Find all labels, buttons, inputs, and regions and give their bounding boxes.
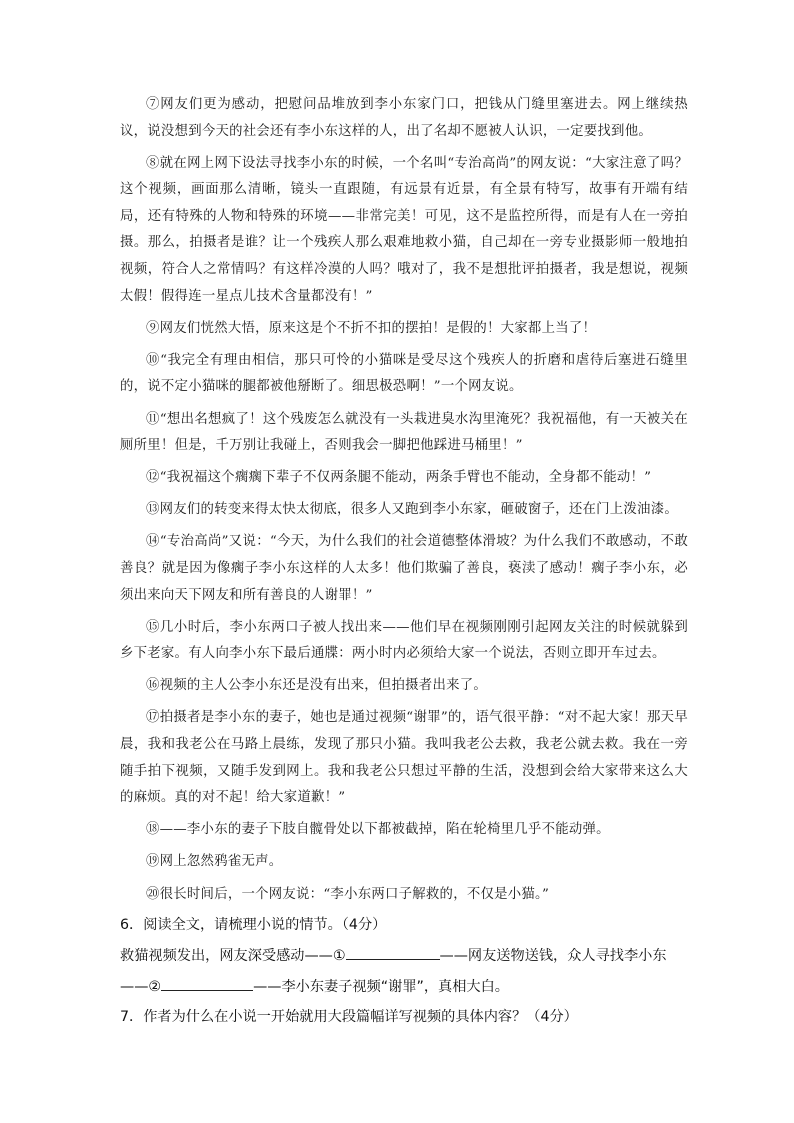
paragraph-13: ⑬网友们的转变来得太快太彻底，很多人又跑到李小东家，砸破窗子，还在门上泼油漆。 [146, 502, 678, 518]
question-6-line-1-end: ——网友送物送钱，众人寻找李小东 [439, 948, 667, 964]
answer-blank-1[interactable] [346, 941, 440, 960]
paragraph-16: ⑯视频的主人公李小东还是没有出来，但拍摄者出来了。 [146, 678, 488, 694]
questions-section [120, 911, 700, 1033]
question-6-line-2-start: ——② [120, 979, 162, 995]
paragraph-12: ⑫“我祝福这个瘸瘸下辈子不仅两条腿不能动，两条手臂也不能动，全身都不能动！” [146, 470, 652, 486]
paragraph-18: ⑱——李小东的妻子下肢自髋骨处以下都被截掉，陷在轮椅里几乎不能动弹。 [146, 822, 610, 838]
answer-blank-2[interactable] [161, 972, 253, 991]
question-6-line-1-start: 救猫视频发出，网友深受感动——① [120, 948, 346, 964]
question-6-line-1 [120, 941, 700, 970]
paragraph-10: ⑩“我完全有理由相信，那只可怜的小猫咪是受尽这个残疾人的折磨和虐待后塞进石缝里的，说不定小猫咪的腿都被他掰断了。细思极恐啊！”一个网友说。 [120, 352, 688, 395]
story-text [120, 92, 688, 914]
question-6-title: 6．阅读全文，请梳理小说的情节。（4分） [120, 917, 387, 933]
question-7-title: 7．作者为什么在小说一开始就用大段篇幅详写视频的具体内容？（4分） [120, 1009, 578, 1025]
paragraph-9: ⑨网友们恍然大悟，原来这是个不折不扣的摆拍！是假的！大家都上当了！ [146, 320, 597, 336]
question-6-line-2 [120, 972, 700, 1001]
paragraph-15: ⑮几小时后，李小东两口子被人找出来——他们早在视频刚刚引起网友关注的时候就躲到乡下老家。有人向李小东下最后通牒：两小时内必须给大家一个说法，否则立即开车过去。 [120, 619, 688, 662]
paragraph-8: ⑧就在网上网下设法寻找李小东的时候，一个名叫“专治高尚”的网友说：“大家注意了吗？这个视频，画面那么清晰，镜头一直跟随，有远景有近景，有全景有特写，故事有开端有结局，还有特殊的人物和特殊的环境——非常完美！可见，这不是监控所得，而是有人在一旁拍摄。那么，拍摄者是谁？让一个残疾人那么艰难地救小猫，自己却在一旁专业摄影师一般地拍视频，符合人之常情吗？有这样冷漠的人吗？哦对了，我不是想批评拍摄者，我是想说，视频太假！假得连一星点儿技术含量都没有！” [120, 155, 688, 304]
paragraph-17: ⑰拍摄者是李小东的妻子，她也是通过视频“谢罪”的，语气很平静：“对不起大家！那天早晨，我和我老公在马路上晨练，发现了那只小猫。我叫我老公去救，我老公就去救。我在一旁随手拍下视频，又随手发到网上。我和我老公只想过平静的生活，没想到会给大家带来这么大的麻烦。真的对不起！给大家道歉！” [120, 710, 688, 806]
paragraph-7: ⑦网友们更为感动，把慰问品堆放到李小东家门口，把钱从门缝里塞进去。网上继续热议，说没想到今天的社会还有李小东这样的人，出了名却不愿被人认识，一定要找到他。 [120, 97, 688, 139]
paragraph-19: ⑲网上忽然鸦雀无声。 [146, 854, 283, 870]
question-6-line-2-end: ——李小东妻子视频“谢罪”，真相大白。 [253, 979, 509, 995]
paragraph-20: ⑳很长时间后，一个网友说：“李小东两口子解救的，不仅是小猫。” [146, 886, 550, 902]
paragraph-14: ⑭“专治高尚”又说：“今天，为什么我们的社会道德整体滑坡？为什么我们不敢感动，不敢善良？就是因为像瘸子李小东这样的人太多！他们欺骗了善良，亵渎了感动！瘸子李小东，必须出来向天下网友和所有善良的人谢罪！” [120, 534, 688, 603]
paragraph-11: ⑪“想出名想疯了！这个残废怎么就没有一头栽进臭水沟里淹死？我祝福他，有一天被关在厕所里！但是，千万别让我碰上，否则我会一脚把他踩进马桶里！” [120, 411, 688, 454]
